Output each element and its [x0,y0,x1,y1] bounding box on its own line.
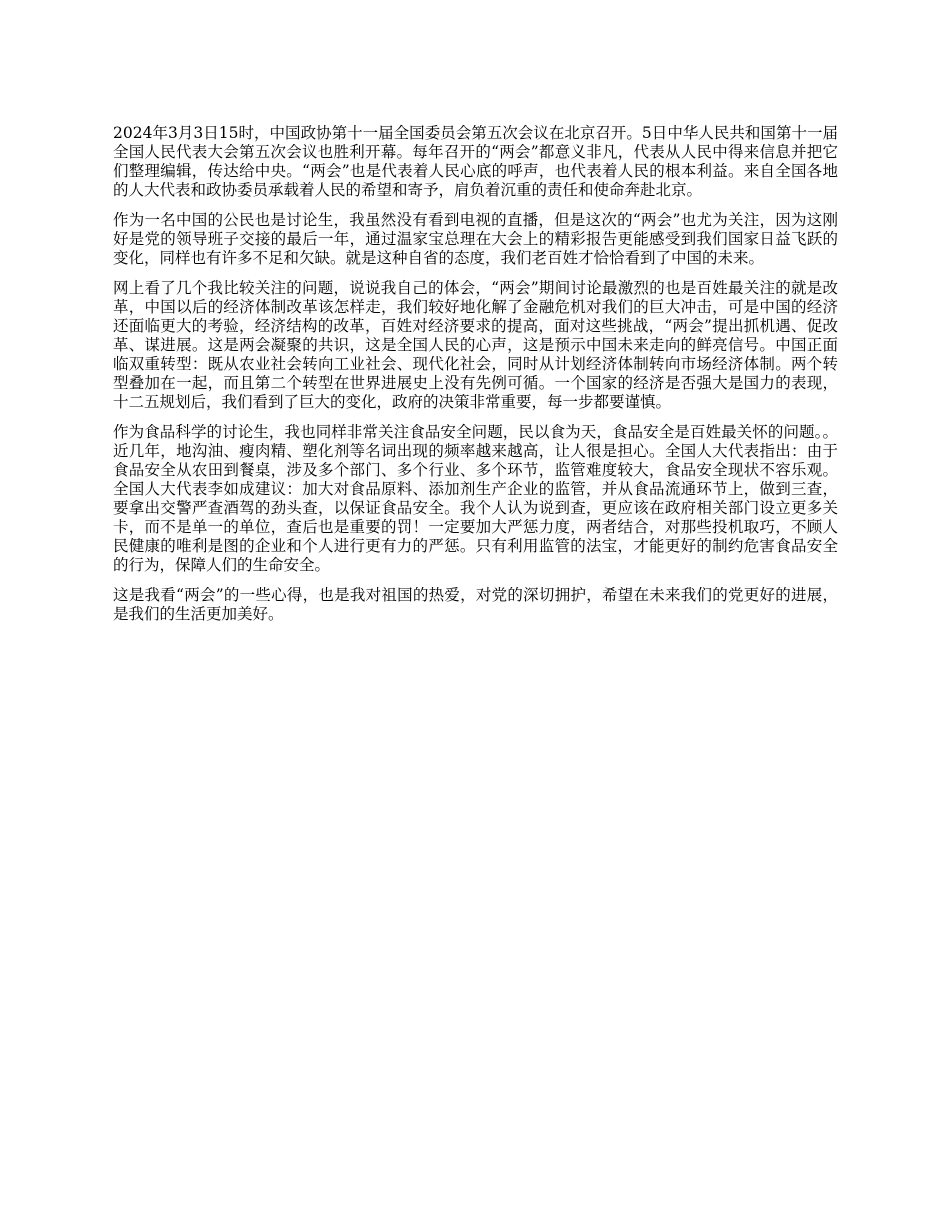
paragraph-4: 作为食品科学的讨论生，我也同样非常关注食品安全问题，民以食为天，食品安全是百姓最关怀的问题。。近几年，地沟油、瘦肉精、塑化剂等名词出现的频率越来越高，让人很是担心。全国人大代表指出：由于食品安全从农田到餐桌，涉及多个部门、多个行业、多个环节，监管难度较大，食品安全现状不容乐观。全国人大代表李如成建议：加大对食品原料、添加剂生产企业的监管，并从食品流通环节上，做到三查，要拿出交警严查酒驾的劲头查，以保证食品安全。我个人认为说到查，更应该在政府相关部门设立更多关卡，而不是单一的单位，查后也是重要的罚！一定要加大严惩力度，两者结合，对那些投机取巧，不顾人民健康的唯利是图的企业和个人进行更有力的严惩。只有利用监管的法宝，才能更好的制约危害食品安全的行为，保障人们的生命安全。 [113,423,838,574]
paragraph-1: 2024年3月3日15时，中国政协第十一届全国委员会第五次会议在北京召开。5日中华人民共和国第十一届全国人民代表大会第五次会议也胜利开幕。每年召开的“两会”都意义非凡，代表从人民中得来信息并把它们整理编辑，传达给中央。“两会”也是代表着人民心底的呼声，也代表着人民的根本利益。来自全国各地的人大代表和政协委员承载着人民的希望和寄予，肩负着沉重的责任和使命奔赴北京。 [113,124,838,199]
document-body [113,124,838,635]
paragraph-2: 作为一名中国的公民也是讨论生，我虽然没有看到电视的直播，但是这次的“两会”也尤为关注，因为这刚好是党的领导班子交接的最后一年，通过温家宝总理在大会上的精彩报告更能感受到我们国家日益飞跃的变化，同样也有许多不足和欠缺。就是这种自省的态度，我们老百姓才恰恰看到了中国的未来。 [113,211,838,267]
paragraph-3: 网上看了几个我比较关注的问题，说说我自己的体会，“两会”期间讨论最激烈的也是百姓最关注的就是改革，中国以后的经济体制改革该怎样走，我们较好地化解了金融危机对我们的巨大冲击，可是中国的经济还面临更大的考验，经济结构的改革，百姓对经济要求的提高，面对这些挑战，“两会”提出抓机遇、促改革、谋进展。这是两会凝聚的共识，这是全国人民的心声，这是预示中国未来走向的鲜亮信号。中国正面临双重转型：既从农业社会转向工业社会、现代化社会，同时从计划经济体制转向市场经济体制。两个转型叠加在一起，而且第二个转型在世界进展史上没有先例可循。一个国家的经济是否强大是国力的表现，十二五规划后，我们看到了巨大的变化，政府的决策非常重要，每一步都要谨慎。 [113,279,838,411]
paragraph-5: 这是我看“两会”的一些心得，也是我对祖国的热爱，对党的深切拥护，希望在未来我们的党更好的进展，是我们的生活更加美好。 [113,586,838,623]
